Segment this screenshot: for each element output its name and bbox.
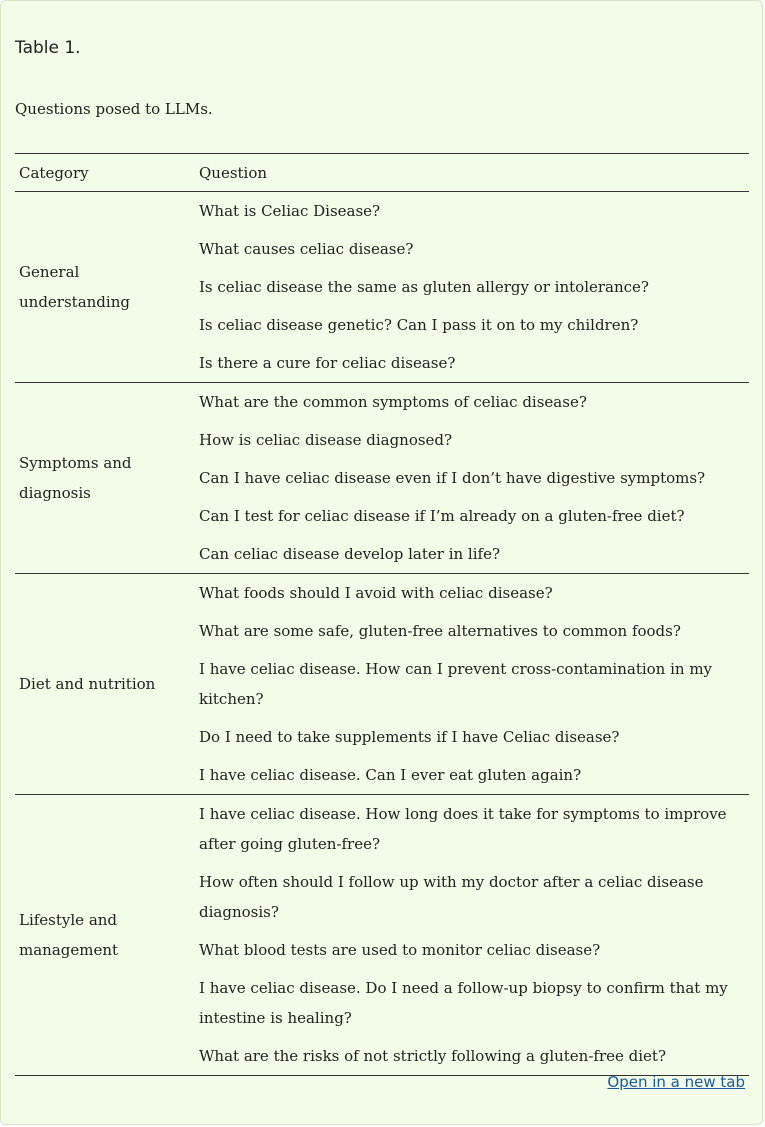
question-cell: What foods should I avoid with celiac disease?	[199, 584, 553, 602]
table-caption: Questions posed to LLMs.	[15, 100, 213, 118]
category-cell: Lifestyle and management	[15, 795, 195, 1076]
question-cell: Is there a cure for celiac disease?	[195, 344, 749, 383]
category-cell: Diet and nutrition	[15, 574, 195, 795]
table-label: Table 1.	[15, 38, 81, 58]
question-cell: I have celiac disease. How can I prevent cross-contamination in my kitchen?	[199, 660, 713, 708]
table-row	[15, 383, 749, 422]
table-row	[15, 192, 749, 231]
question-cell: I have celiac disease. Do I need a follow-up biopsy to confirm that my intestine is healing?	[199, 979, 728, 1027]
question-cell: Do I need to take supplements if I have Celiac disease?	[199, 728, 620, 746]
question-cell: Is celiac disease the same as gluten allergy or intolerance?	[199, 278, 649, 296]
question-cell: How is celiac disease diagnosed?	[199, 431, 453, 449]
question-cell: What are the common symptoms of celiac disease?	[199, 393, 587, 411]
question-cell: I have celiac disease. Can I ever eat gluten again?	[195, 756, 749, 795]
question-cell: What are the risks of not strictly following a gluten-free diet?	[195, 1037, 749, 1076]
question-cell: What are some safe, gluten-free alternatives to common foods?	[199, 622, 681, 640]
header-category: Category	[15, 154, 195, 192]
question-cell: I have celiac disease. How long does it take for symptoms to improve after going gluten-free?	[199, 805, 727, 853]
question-cell: Can celiac disease develop later in life?	[195, 535, 749, 574]
question-cell: Can I test for celiac disease if I’m already on a gluten-free diet?	[199, 507, 685, 525]
open-in-new-tab-link[interactable]: Open in a new tab	[607, 1073, 745, 1091]
table-row	[15, 574, 749, 613]
question-cell: Can I have celiac disease even if I don’t have digestive symptoms?	[199, 469, 706, 487]
header-question: Question	[195, 154, 749, 192]
question-cell: What causes celiac disease?	[199, 240, 414, 258]
questions-table	[15, 153, 749, 1076]
table-row	[15, 795, 749, 864]
question-cell: How often should I follow up with my doctor after a celiac disease diagnosis?	[199, 873, 704, 921]
question-cell: Is celiac disease genetic? Can I pass it on to my children?	[199, 316, 639, 334]
category-cell: Symptoms and diagnosis	[15, 383, 195, 574]
table-header-row	[15, 154, 749, 192]
question-cell: What is Celiac Disease?	[199, 202, 381, 220]
category-cell: General understanding	[15, 192, 195, 383]
question-cell: What blood tests are used to monitor celiac disease?	[199, 941, 601, 959]
